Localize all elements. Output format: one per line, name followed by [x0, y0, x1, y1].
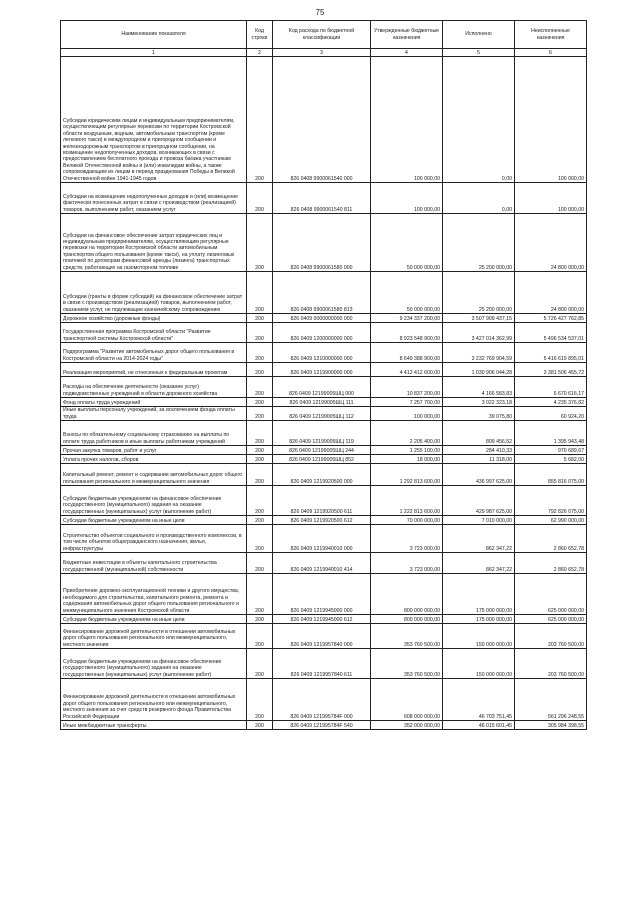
header-name: Наименование показателя — [61, 21, 247, 49]
table-row — [61, 323, 587, 343]
row-name: Субсидии юридическим лицам и индивидуальным предпринимателям, осуществляющим регулярные перевозки по территории Костромской области воздушным, водным, автомобильным транспортом (кроме легкового такси) в междугородном и пригородном сообщении и железнодорожным транспортом в пригородном сообщении, на возмещение недополученных доходов, возникающих в связи с предоставлением бесплатного проезда и провоза багажа участникам Великой Отечественной войны и (или) инвалидам войны, а также сопровождающим их лицам в период празднования Победы в Великой Отечественной войне 1941-1945 годов — [61, 57, 247, 183]
row-approved: 2 205 400,00 — [371, 421, 443, 446]
row-executed: 862 347,22 — [443, 553, 515, 574]
row-unexecuted: 561 296 248,55 — [515, 679, 587, 721]
row-unexecuted: 24 800 000,00 — [515, 214, 587, 272]
row-line-code: 200 — [247, 464, 273, 486]
header-line-code: Код строки — [247, 21, 273, 49]
row-name: Взносы по обязательному социальному страхованию на выплаты по оплате труда работников и иные выплаты работникам учреждений — [61, 421, 247, 446]
table-row — [61, 183, 587, 214]
row-name: Уплата прочих налогов, сборов — [61, 455, 247, 464]
row-unexecuted: 792 826 075,00 — [515, 486, 587, 516]
header-budget-code: Код расхода по бюджетной классификации — [273, 21, 371, 49]
row-name: Реализация мероприятий, не отнесенных к федеральным проектам — [61, 363, 247, 377]
row-line-code: 200 — [247, 363, 273, 377]
row-name: Капитальный ремонт, ремонт и содержание автомобильных дорог общего пользования регионального и межмуниципального значения — [61, 464, 247, 486]
row-unexecuted: 100 000,00 — [515, 57, 587, 183]
row-approved: 100 000,00 — [371, 183, 443, 214]
row-budget-code: 826 0409 121995784F 000 — [273, 679, 371, 721]
row-approved: 70 000 000,00 — [371, 516, 443, 525]
row-approved: 1 292 813 600,00 — [371, 464, 443, 486]
row-executed: 150 000 000,00 — [443, 649, 515, 679]
row-executed: 3 232 769 904,59 — [443, 343, 515, 363]
row-budget-code: 826 0408 9900061580 813 — [273, 272, 371, 314]
row-name: Бюджетные инвестиции в объекты капитального строительства государственной (муниципальной) собственности — [61, 553, 247, 574]
table-row — [61, 407, 587, 421]
header-unexecuted: Неисполненные назначения — [515, 21, 587, 49]
row-budget-code: 826 0408 9900061580 000 — [273, 214, 371, 272]
row-name: Приобретение дорожно-эксплуатационной техники и другого имущества, необходимого для строительства, капитального ремонта, ремонта и содержания автомобильных дорог общего пользования регионального и межмуниципального значения Костромской области — [61, 574, 247, 615]
table-row — [61, 649, 587, 679]
row-line-code: 200 — [247, 455, 273, 464]
row-unexecuted: 60 924,20 — [515, 407, 587, 421]
row-unexecuted: 6 670 616,17 — [515, 377, 587, 398]
row-unexecuted: 305 984 398,55 — [515, 721, 587, 730]
row-approved: 3 723 000,00 — [371, 553, 443, 574]
row-executed: 429 987 625,00 — [443, 486, 515, 516]
row-executed: 11 318,00 — [443, 455, 515, 464]
row-approved: 8 923 548 900,00 — [371, 323, 443, 343]
row-approved: 100 000,00 — [371, 407, 443, 421]
column-number: 5 — [443, 49, 515, 57]
row-budget-code: 826 0409 1219920500 611 — [273, 486, 371, 516]
row-approved: 100 000,00 — [371, 57, 443, 183]
row-line-code: 200 — [247, 398, 273, 407]
row-line-code: 200 — [247, 525, 273, 553]
row-line-code: 200 — [247, 553, 273, 574]
row-unexecuted: 203 760 500,00 — [515, 649, 587, 679]
table-body — [61, 57, 587, 730]
row-line-code: 200 — [247, 649, 273, 679]
row-line-code: 200 — [247, 721, 273, 730]
header-row — [61, 21, 587, 49]
row-approved: 7 257 700,00 — [371, 398, 443, 407]
row-unexecuted: 2 860 652,78 — [515, 525, 587, 553]
row-executed: 4 166 583,83 — [443, 377, 515, 398]
table-row — [61, 464, 587, 486]
row-executed: 809 456,52 — [443, 421, 515, 446]
row-approved: 9 234 337 200,00 — [371, 314, 443, 323]
row-approved: 608 000 000,00 — [371, 679, 443, 721]
row-name: Финансирование дорожной деятельности в отношении автомобильных дорог общего пользования регионального или межмуниципального, местного значения за счет средств резервного фонда Правительства Российской Федерации — [61, 679, 247, 721]
row-line-code: 200 — [247, 343, 273, 363]
row-approved: 1 222 813 600,00 — [371, 486, 443, 516]
row-budget-code: 826 0409 12199005ШЦ 119 — [273, 421, 371, 446]
row-name: Субсидии бюджетным учреждениям на иные цели — [61, 516, 247, 525]
row-line-code: 200 — [247, 314, 273, 323]
row-line-code: 200 — [247, 421, 273, 446]
table-row — [61, 57, 587, 183]
row-budget-code: 826 0409 1219957840 611 — [273, 649, 371, 679]
row-approved: 1 255 100,00 — [371, 446, 443, 455]
row-line-code: 200 — [247, 377, 273, 398]
budget-execution-table — [60, 20, 587, 730]
row-budget-code: 826 0409 1219945000 612 — [273, 615, 371, 624]
row-name: Дорожное хозяйство (дорожные фонды) — [61, 314, 247, 323]
row-approved: 800 000 000,00 — [371, 615, 443, 624]
row-approved: 4 412 412 600,00 — [371, 363, 443, 377]
row-approved: 50 000 000,00 — [371, 272, 443, 314]
row-unexecuted: 5 496 534 537,01 — [515, 323, 587, 343]
row-unexecuted: 203 760 500,00 — [515, 624, 587, 649]
row-unexecuted: 970 689,67 — [515, 446, 587, 455]
row-approved: 10 837 200,00 — [371, 377, 443, 398]
row-budget-code: 826 0409 1219920500 000 — [273, 464, 371, 486]
table-row — [61, 615, 587, 624]
row-executed: 862 347,22 — [443, 525, 515, 553]
row-executed: 436 997 625,00 — [443, 464, 515, 486]
row-executed: 25 200 000,00 — [443, 272, 515, 314]
row-name: Подпрограмма "Развитие автомобильных дорог общего пользования в Костромской области на 2014-2024 годы" — [61, 343, 247, 363]
row-unexecuted: 1 395 943,48 — [515, 421, 587, 446]
row-executed: 7 010 000,00 — [443, 516, 515, 525]
row-unexecuted: 855 816 075,00 — [515, 464, 587, 486]
table-row — [61, 363, 587, 377]
row-approved: 353 760 500,00 — [371, 624, 443, 649]
row-budget-code: 826 0409 1200000000 000 — [273, 323, 371, 343]
column-number: 6 — [515, 49, 587, 57]
row-approved: 353 760 500,00 — [371, 649, 443, 679]
row-budget-code: 826 0409 12199005ШЦ 000 — [273, 377, 371, 398]
row-budget-code: 826 0409 12199005ШЦ 112 — [273, 407, 371, 421]
row-approved: 50 000 000,00 — [371, 214, 443, 272]
row-budget-code: 826 0409 1219920500 612 — [273, 516, 371, 525]
table-row — [61, 624, 587, 649]
row-budget-code: 826 0409 1210000000 000 — [273, 343, 371, 363]
row-name: Иные межбюджетные трансферты — [61, 721, 247, 730]
row-name: Субсидии бюджетным учреждениям на иные цели — [61, 615, 247, 624]
row-name: Государственная программа Костромской области "Развитие транспортной системы Костромской области" — [61, 323, 247, 343]
row-budget-code: 826 0408 9900061540 000 — [273, 57, 371, 183]
row-executed: 39 075,80 — [443, 407, 515, 421]
row-unexecuted: 3 381 506 455,72 — [515, 363, 587, 377]
row-unexecuted: 625 000 000,00 — [515, 574, 587, 615]
row-unexecuted: 5 416 619 895,01 — [515, 343, 587, 363]
row-line-code: 200 — [247, 516, 273, 525]
row-budget-code: 826 0409 1219957840 000 — [273, 624, 371, 649]
table-row — [61, 721, 587, 730]
row-executed: 25 200 000,00 — [443, 214, 515, 272]
row-name: Субсидии бюджетным учреждениям на финансовое обеспечение государственного (муниципального) задания на оказание государственных (муниципальных) услуг (выполнение работ) — [61, 649, 247, 679]
row-executed: 150 000 000,00 — [443, 624, 515, 649]
table-row — [61, 421, 587, 446]
table-row — [61, 486, 587, 516]
row-name: Иные выплаты персоналу учреждений, за исключением фонда оплаты труда — [61, 407, 247, 421]
row-unexecuted: 62 990 000,00 — [515, 516, 587, 525]
row-name: Субсидии (гранты в форме субсидий) на финансовое обеспечение затрат в связи с производством (реализацией) товаров, выполнением работ, оказанием услуг, не подлежащие казначейскому сопровождению — [61, 272, 247, 314]
row-unexecuted: 24 800 000,00 — [515, 272, 587, 314]
row-budget-code: 826 0409 12199005ШЦ 111 — [273, 398, 371, 407]
row-line-code: 200 — [247, 679, 273, 721]
table-row — [61, 314, 587, 323]
row-approved: 8 649 388 900,00 — [371, 343, 443, 363]
column-number: 2 — [247, 49, 273, 57]
row-approved: 800 000 000,00 — [371, 574, 443, 615]
row-name: Строительство объектов социального и производственного комплексов, в том числе объектов общегражданского назначения, жилья, инфраструктуры — [61, 525, 247, 553]
row-executed: 46 703 751,45 — [443, 679, 515, 721]
row-line-code: 200 — [247, 323, 273, 343]
row-executed: 1 030 906 044,28 — [443, 363, 515, 377]
table-row — [61, 574, 587, 615]
table-row — [61, 525, 587, 553]
table-row — [61, 516, 587, 525]
row-name: Субсидии на возмещение недополученных доходов и (или) возмещение фактически понесенных затрат в связи с производством (реализацией) товаров, выполнением работ, оказанием услуг — [61, 183, 247, 214]
row-executed: 3 427 014 362,99 — [443, 323, 515, 343]
row-name: Субсидии на финансовое обеспечение затрат юридических лиц и индивидуальным предпринимателям, осуществляющим регулярные перевозки на территории Костромской области автомобильным транспортом общего пользования (кроме такси), на уплату лизинговых платежей по договорам финансовой аренды (лизинга) транспортных средств, работающих на газомоторном топливе — [61, 214, 247, 272]
row-executed: 3 507 909 437,15 — [443, 314, 515, 323]
row-executed: 3 022 323,18 — [443, 398, 515, 407]
row-line-code: 200 — [247, 214, 273, 272]
column-number-row — [61, 49, 587, 57]
table-row — [61, 343, 587, 363]
row-unexecuted: 5 682,00 — [515, 455, 587, 464]
row-approved: 352 000 000,00 — [371, 721, 443, 730]
row-budget-code: 826 0409 121995784F 540 — [273, 721, 371, 730]
row-name: Расходы на обеспечение деятельности (оказание услуг) подведомственных учреждений в области дорожного хозяйства — [61, 377, 247, 398]
row-budget-code: 826 0409 12199005ШЦ 852 — [273, 455, 371, 464]
row-approved: 3 723 000,00 — [371, 525, 443, 553]
page-number: 75 — [315, 8, 325, 17]
table-row — [61, 398, 587, 407]
row-name: Прочая закупка товаров, работ и услуг — [61, 446, 247, 455]
table-row — [61, 377, 587, 398]
row-line-code: 200 — [247, 624, 273, 649]
row-unexecuted: 100 000,00 — [515, 183, 587, 214]
row-name: Фонд оплаты труда учреждений — [61, 398, 247, 407]
row-line-code: 200 — [247, 57, 273, 183]
row-budget-code: 826 0409 1219945000 000 — [273, 574, 371, 615]
row-line-code: 200 — [247, 615, 273, 624]
row-budget-code: 826 0409 12199005ШЦ 244 — [273, 446, 371, 455]
row-executed: 0,00 — [443, 183, 515, 214]
row-executed: 175 000 000,00 — [443, 574, 515, 615]
table-row — [61, 455, 587, 464]
table-row — [61, 214, 587, 272]
row-line-code: 200 — [247, 574, 273, 615]
table-row — [61, 553, 587, 574]
row-line-code: 200 — [247, 446, 273, 455]
table-row — [61, 446, 587, 455]
row-unexecuted: 2 860 652,78 — [515, 553, 587, 574]
table-row — [61, 679, 587, 721]
row-executed: 46 015 601,45 — [443, 721, 515, 730]
row-executed: 284 410,33 — [443, 446, 515, 455]
row-line-code: 200 — [247, 486, 273, 516]
row-line-code: 200 — [247, 407, 273, 421]
header-approved: Утвержденные бюджетные назначения — [371, 21, 443, 49]
row-line-code: 200 — [247, 183, 273, 214]
row-name: Финансирование дорожной деятельности в отношении автомобильных дорог общего пользования регионального или межмуниципального, местного значения — [61, 624, 247, 649]
row-line-code: 200 — [247, 272, 273, 314]
row-budget-code: 826 0409 1219900000 000 — [273, 363, 371, 377]
row-executed: 0,00 — [443, 57, 515, 183]
row-budget-code: 826 0409 1219940010 000 — [273, 525, 371, 553]
header-executed: Исполнено — [443, 21, 515, 49]
row-budget-code: 826 0409 1219940010 414 — [273, 553, 371, 574]
row-executed: 175 000 000,00 — [443, 615, 515, 624]
row-unexecuted: 5 726 427 762,85 — [515, 314, 587, 323]
row-unexecuted: 625 000 000,00 — [515, 615, 587, 624]
column-number: 3 — [273, 49, 371, 57]
row-name: Субсидии бюджетным учреждениям на финансовое обеспечение государственного (муниципального) задания на оказание государственных (муниципальных) услуг (выполнение работ) — [61, 486, 247, 516]
row-unexecuted: 4 235 376,82 — [515, 398, 587, 407]
column-number: 4 — [371, 49, 443, 57]
row-budget-code: 826 0409 0000000000 000 — [273, 314, 371, 323]
row-budget-code: 826 0408 9900061540 811 — [273, 183, 371, 214]
row-approved: 18 000,00 — [371, 455, 443, 464]
table-row — [61, 272, 587, 314]
column-number: 1 — [61, 49, 247, 57]
